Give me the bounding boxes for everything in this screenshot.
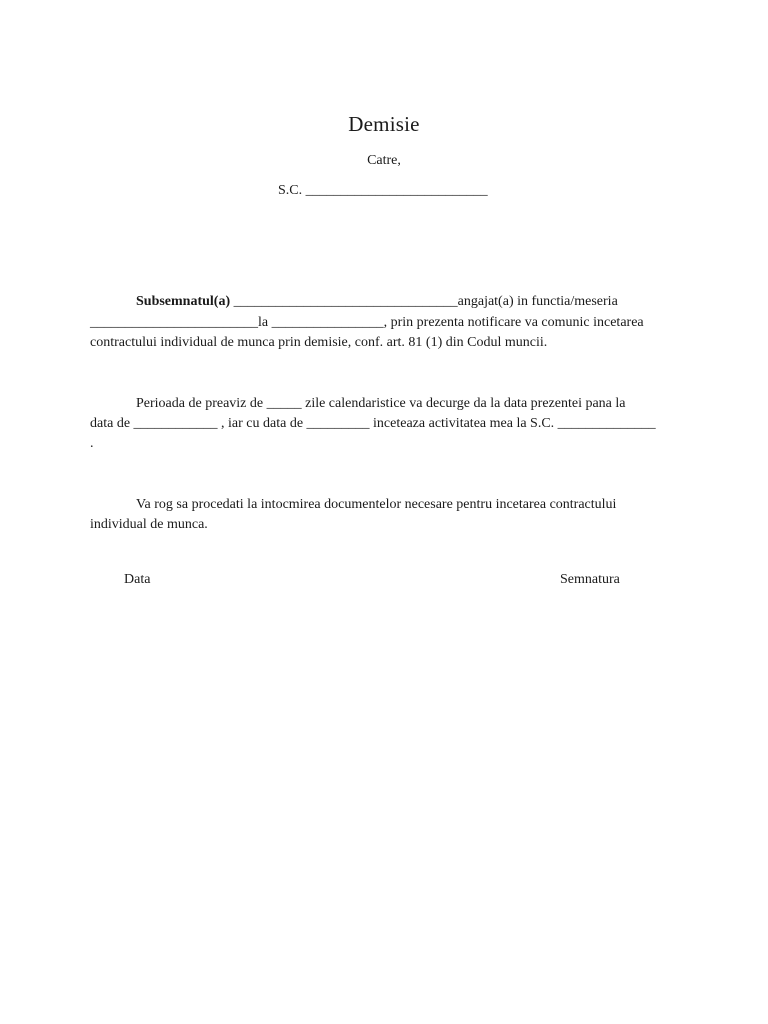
addressee-label: Catre, [367,153,401,168]
document-title: Demisie [348,112,420,136]
paragraph2-line2: data de ____________ , iar cu data de _________ inceteaza activitatea mea la S.C. ______________ [90,416,656,431]
paragraph1-line3: contractului individual de munca prin demisie, conf. art. 81 (1) din Codul muncii. [90,335,548,350]
undersigned-label: Subsemnatul(a) [136,294,231,309]
date-label: Data [124,572,151,587]
paragraph1-line2: ________________________la ________________, prin prezenta notificare va comunic incetarea [90,315,644,330]
paragraph1-line1-rest: ________________________________angajat(a) in functia/meseria [230,294,618,309]
paragraph1-line1 [136,294,618,310]
paragraph2-line3: . [90,436,94,451]
paragraph2-line1: Perioada de preaviz de _____ zile calendaristice va decurge da la data prezentei pana la [136,396,626,411]
signature-label: Semnatura [560,572,620,587]
paragraph3-line2: individual de munca. [90,517,208,532]
paragraph3-line1: Va rog sa procedati la intocmirea documentelor necesare pentru incetarea contractului [136,497,617,512]
company-line: S.C. __________________________ [278,183,488,198]
